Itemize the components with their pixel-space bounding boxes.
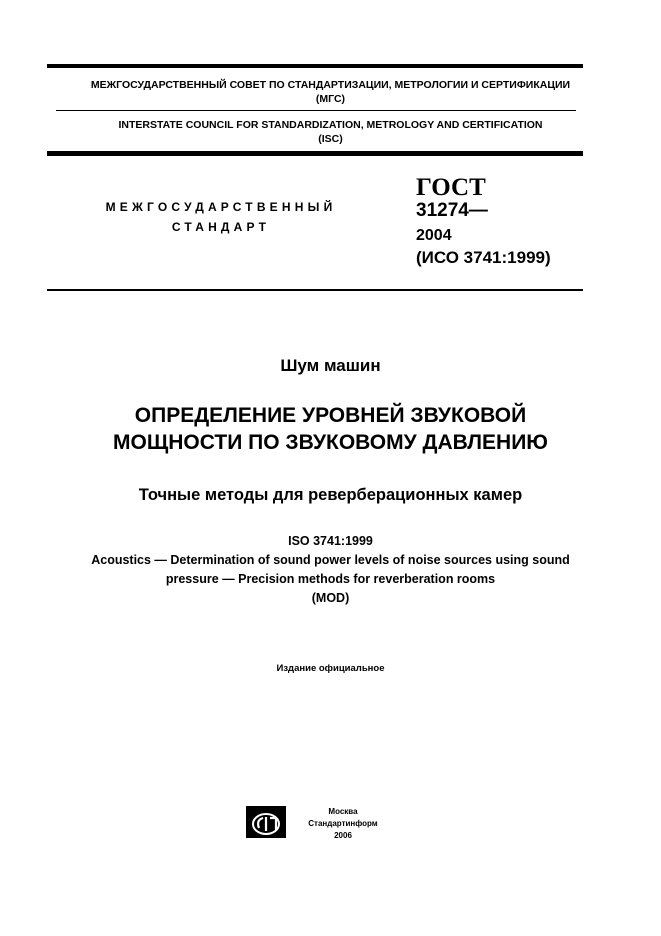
- document-title-line2: МОЩНОСТИ ПО ЗВУКОВОМУ ДАВЛЕНИЮ: [113, 431, 548, 454]
- gost-year: 2004: [416, 227, 452, 244]
- iso-code: ISO 3741:1999: [288, 534, 373, 548]
- council-ru-name: МЕЖГОСУДАРСТВЕННЫЙ СОВЕТ ПО СТАНДАРТИЗАЦИИ, МЕТРОЛОГИИ И СЕРТИФИКАЦИИ: [90, 79, 571, 91]
- council-ru-abbr: (МГС): [315, 93, 346, 105]
- iso-mod: (MOD): [311, 591, 350, 605]
- publisher-year: 2006: [334, 831, 352, 840]
- iso-title-line2: pressure — Precision methods for reverberation rooms: [165, 572, 496, 586]
- document-title: [0, 402, 661, 456]
- document-title-line1: ОПРЕДЕЛЕНИЕ УРОВНЕЙ ЗВУКОВОЙ: [134, 404, 527, 427]
- council-en-name: INTERSTATE COUNCIL FOR STANDARDIZATION, METROLOGY AND CERTIFICATION: [118, 119, 543, 131]
- designation: [416, 176, 551, 269]
- document-subtitle: Точные методы для реверберационных камер: [138, 486, 523, 504]
- publisher-city: Москва: [328, 807, 358, 816]
- publisher-info: [298, 806, 388, 842]
- edition-note: Издание официальное: [276, 663, 385, 674]
- council-divider: [56, 110, 576, 111]
- standard-label: [96, 197, 346, 237]
- top-rule: [47, 64, 583, 68]
- iso-title-line1: Acoustics — Determination of sound power levels of noise sources using sound: [91, 553, 570, 567]
- header-rule: [47, 151, 583, 156]
- standard-label-line1: МЕЖГОСУДАРСТВЕННЫЙ: [105, 200, 337, 214]
- standartinform-logo-icon: [246, 806, 286, 838]
- publisher-name: Стандартинформ: [308, 819, 378, 828]
- gost-iso-ref: (ИСО 3741:1999): [416, 248, 551, 267]
- council-en: [0, 118, 661, 146]
- gost-number: 31274—: [416, 200, 488, 221]
- standard-label-line2: СТАНДАРТ: [171, 220, 271, 234]
- iso-reference: [0, 532, 661, 608]
- council-ru: [0, 78, 661, 106]
- council-en-abbr: (ISC): [318, 133, 343, 145]
- document-subject: Шум машин: [280, 356, 381, 375]
- gost-word: ГОСТ: [416, 174, 486, 201]
- designation-rule: [47, 289, 583, 291]
